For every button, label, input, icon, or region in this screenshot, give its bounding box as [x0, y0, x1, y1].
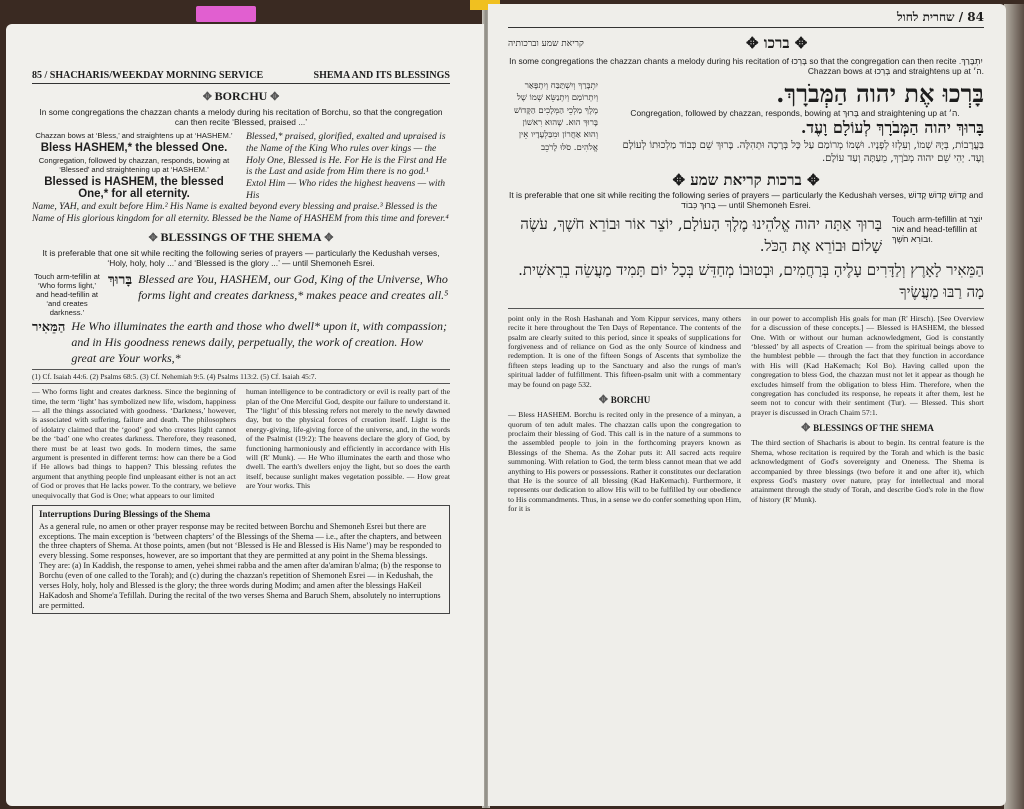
blessed-praised-text: Blessed,* praised, glorified, exalted and upraised is the Name of the King Who rules over kings — the Holy One, Blessed is He. For He is the First and He is the Last and aside from Him there is no god.¹ Extol Him — Who rides the highest heavens — with His: [246, 131, 447, 201]
commentary-col-2: human intelligence to be contradictory or evil is really part of the plan of the One Merciful God, despite our failure to understand it. The ‘light’ of this blessing refers not merely to the newly dawned day, but to the physical forces of creation itself. Light is the energy-giving, life-giving force of the universe, and, in the words of the Psalmist (19:2): The heavens declare the glory of God, by functioning harmoniously and efficiently in accordance with His will (R' Munk). — He Who illuminates the earth and those who dwell. The earth's dwellers enjoy the light, but so does the earth itself, because sunlight makes vegetation possible. — How great are Your works. This: [246, 387, 450, 491]
chazzan-instruction: Chazzan bows at ‘Bless,’ and straightens up at ‘HASHEM.’: [35, 131, 233, 141]
blessings-of-shema-title: ✥ BLESSINGS OF THE SHEMA ✥: [148, 229, 334, 244]
he-who-illuminates-text: He Who illuminates the earth and those who dwell* upon it, with compassion; and in His goodness renews daily, perpetually, the work of creation. How great are Your works,*: [71, 319, 447, 365]
brachos-shema-title: ✥ ברכות קריאת שמע ✥: [672, 170, 820, 189]
borchu-section-title: ✥ BORCHU ✥: [202, 89, 280, 103]
shema-intro: It is preferable that one sit while reciting the following series of prayers — particularly the Kedushah verses, ‘Holy, holy, holy ...’ and ‘Blessed is the glory ...’ — until Shemoneh Esrei.: [42, 247, 440, 268]
left-commentary: [32, 387, 450, 500]
interruptions-box: [32, 505, 450, 614]
right-borchu-intro: In some congregations the chazzan chants a melody during his recitation of בָּרְכוּ so that the congregation can then recite .יִתְבָּרַךְ: [509, 56, 983, 66]
chazzan-bows-instruction: Chazzan bows at בָּרְכוּ and straightens up at ה׳.: [807, 66, 984, 77]
psalm-commentary: point only in the Rosh Hashanah and Yom Kippur services, many others recite it here throughout the Ten Days of Repentance. The contents of the psalm are clearly suited to this period, since it speaks of supplications for forgiveness and of reliance on God as the only Source of kindness and redemption. It is one of the fifteen Songs of Ascents that symbolize the fifteen steps leading up to the Sanctuary and also the rungs of man's spiritual ladder of fulfillment. This fifteen-psalm unit with a commentary may be found on page 532.: [508, 313, 741, 389]
blessed-are-you-text: Blessed are You, HASHEM, our God, King of the Universe, Who forms light and creates darkness,* makes peace and creates all.⁵: [138, 271, 449, 302]
right-tefillin-instruction: Touch arm-tefillin at יוֹצֵר אוֹר and head-tefillin at וּבוֹרֵא חֹשֶׁךְ.: [892, 213, 983, 245]
yisbarach-side-text: יִתְבָּרַךְ וְיִשְׁתַּבַּח וְיִתְפָּאַר וְיִתְרוֹמַם וְיִתְנַשֵּׂא שְׁמוֹ שֶׁל מֶלֶךְ מַלְכֵי הַמְּלָכִים הַקָּדוֹשׁ בָּרוּךְ הוּא. שֶׁהוּא רִאשׁוֹן וְהוּא אַחֲרוֹן וּמִבַּלְעָדָיו אֵין אֱלֹהִים. סֹלּוּ לָרֹכֵב: [513, 81, 598, 153]
left-page-header: 85 / SHACHARIS/WEEKDAY MORNING SERVICE SHEMA AND ITS BLESSINGS: [32, 70, 450, 84]
hameir-blessing: הַמֵּאִיר לָאָרֶץ וְלַדָּרִים עָלֶיהָ בְּרַחֲמִים, וּבְטוּבוֹ מְחַדֵּשׁ בְּכָל יוֹם תָּמִיד מַעֲשֵׂה בְרֵאשִׁית. מָה רַבּוּ מַעֲשֶׂיךָ: [508, 260, 984, 309]
yotzer-or-blessing: בָּרוּךְ אַתָּה יהוה אֱלֹהֵינוּ מֶלֶךְ הָעוֹלָם, יוֹצֵר אוֹר וּבוֹרֵא חֹשֶׁךְ, עֹשֶׂה שָׁלוֹם וּבוֹרֵא אֶת הַכֹּל.: [520, 214, 882, 255]
right-commentary: [508, 314, 984, 514]
bless-hashem-line: Bless HASHEM,* the blessed One.: [40, 142, 228, 155]
blessings-commentary: The third section of Shacharis is about to begin. Its central feature is the Shema, whose recitation is required by the Torah and which is the basic acknowledgment of God's sovereignty and Oneness. The Shema is accompanied by three blessings (two before it and one after it), which express God's mastery over nature, pray for intellectual and moral attainment through the study of Torah, and describe God's role in the flow of history (R' Munk).: [751, 438, 984, 504]
borchu-hebrew-line: בָּרְכוּ אֶת יהוה הַמְּבֹרָךְ.: [776, 79, 984, 109]
interruptions-title: Interruptions During Blessings of the Shema: [39, 508, 211, 519]
right-page-header: 84 / שחרית לחול: [508, 10, 984, 28]
page-edges: [1004, 4, 1024, 809]
shema-section-subtitle: קריאת שמע וברכותיה: [508, 39, 584, 49]
borchu-continuation: Name, YAH, and exult before Him.² His Name is exalted beyond every blessing and praise.³ Blessed is the Name of His glorious kingdom for all eternity. Blessed be the Name of HASHEM from this time and forever.⁴: [32, 201, 449, 225]
tefillin-instruction: Touch arm-tefillin at ‘Who forms light,’ and head-tefillin at ‘and creates darkness.’: [34, 271, 100, 318]
borchu-hebrew-title: ✥ ברכו ✥: [746, 34, 808, 52]
hameir-word: הַמֵּאִיר: [32, 320, 66, 336]
pink-bookmark-tab: [196, 6, 256, 22]
right-small-hebrew: בַּעֲרָבוֹת, בְּיָהּ שְׁמוֹ, וְעִלְזוּ לְפָנָיו. וּשְׁמוֹ מְרוֹמַם עַל כָּל בְּרָכָה וּתְהִלָּה. בָּרוּךְ שֵׁם כְּבוֹד מַלְכוּתוֹ לְעוֹלָם וָעֶד. יְהִי שֵׁם יהוה מְבֹרָךְ, מֵעַתָּה וְעַד עוֹלָם.: [622, 139, 984, 165]
borchu-commentary: — Bless HASHEM. Borchu is recited only in the presence of a minyan, a quorum of ten adult males. The chazzan calls upon the congregation to proclaim their blessing of God. This call is in the nature of a summons to the assembled people to join in the forthcoming prayers known as Blessings of the Shema. As the Zohar puts it: All sacred acts require summoning. With relation to God, the term bless cannot mean that we add anything to His powers or possessions. Rather it constitutes our declaration that He is the source of all blessing (Kad HaKemach). Furthermore, it represents our dedication to allow His will to be fulfilled by our obedience to His commandments. Thus, in a sense we do confer something upon Him, for it is: [508, 410, 741, 514]
borchu-intro: In some congregations the chazzan chants a melody during his recitation of Borchu, so that the congregation can then recite ‘Blessed, praised ...’: [39, 107, 443, 128]
congregation-instruction: Congregation, followed by chazzan, responds, bowing at ‘Blessed’ and straightening up at ‘HASHEM.’: [38, 156, 230, 175]
right-page: [488, 4, 1006, 806]
left-footnotes: (1) Cf. Isaiah 44:6. (2) Psalms 68:5. (3) Cf. Nehemiah 9:5. (4) Psalms 113:2. (5) Cf. Isaiah 45:7.: [32, 369, 450, 384]
blessed-commentary: in our power to accomplish His goals for man (R' Hirsch). [See Overview for a discussion of these concepts.] — Blessed is HASHEM, the blessed One. With or without our human acknowledgment, God is constantly ‘blessed’ by all aspects of Creation — from the spiritual beings above to the humblest pebble — through the fact that they function in accordance with His will (Kad HaKemach; Kol Bo). Having called upon the congregation to bless God, the chazzan must not let it appear as though he excludes himself from the obligation to bless Him. Therefore, when the congregation has concluded its response, he repeats it after them, lest he seem not to concur with their sentiment (Tur). — Blessed. This short prayer is discussed in Orach Chaim 57:1.: [751, 313, 984, 417]
blessed-is-hashem-line: Blessed is HASHEM, the blessed One,* for all eternity.: [44, 176, 224, 201]
left-page: [6, 24, 484, 806]
blessings-commentary-title: ✥ BLESSINGS OF THE SHEMA: [801, 422, 934, 435]
borchu-commentary-title: ✥ BORCHU: [598, 393, 651, 406]
commentary-col-1: — Who forms light and creates darkness. Since the beginning of time, the term ‘light’ has symbolized new life, wisdom, happiness — all the things associated with goodness. ‘Darkness,’ however, is associated with suffering, failure and death. The philosophers of idolatry claimed that the ‘good’ god who creates light cannot be the ‘bad’ one who creates darkness. Therefore, they reasoned, there must be at least two gods. In modern times, the same argument is presented in different terms: how can there be a God if He allows bad things to happen? This blessing refutes the argument that anything people find unpleasant either is not an act of God or proves that He lacks power. To the contrary, we believe unequivocally that God is One; what appears to our limited: [32, 387, 236, 500]
brachos-intro: It is preferable that one sit while reciting the following series of prayers — particularly the Kedushah verses, קָדוֹשׁ קָדוֹשׁ קָדוֹשׁ and בָּרוּךְ כְּבוֹד — until Shemoneh Esrei.: [509, 189, 983, 210]
interruptions-text: As a general rule, no amen or other prayer response may be recited between Borchu and Shemoneh Esrei but there are exceptions. The main exception is ‘between chapters’ of the Blessings of the Shema — i.e., after the chapters, and between the three chapters of Shema. At those points, amen (but not ‘Blessed is He and Blessed is His Name’) may be responded to every blessing. Some responses, however, are so important that they are permitted at any point in the Shema blessings. They are: (a) In Kaddish, the response to amen, yehei shmei rabba and the amen after da'amiran b'alma; (b) the response to Borchu (even of one called to the Torah); and (c) during the chazzan's repetition of Shemoneh Esrei — in Kedushah, the verses Holy, holy, holy and Blessed is the glory; the three words during Modim; and amen after the blessings HaKeil HaKadosh and Shome'a Tefillah. During the recital of the two verses Shema and Baruch Shem, absolutely no interruptions are permitted.: [39, 521, 442, 610]
baruch-word: בָּרוּךְ: [108, 271, 133, 288]
right-congregation-instruction: Congregation, followed by chazzan, responds, bowing at בָּרוּךְ and straightening up at ה׳.: [630, 107, 960, 118]
baruch-hashem-line: בָּרוּךְ יהוה הַמְּבֹרָךְ לְעוֹלָם וָעֶד.: [800, 117, 984, 137]
